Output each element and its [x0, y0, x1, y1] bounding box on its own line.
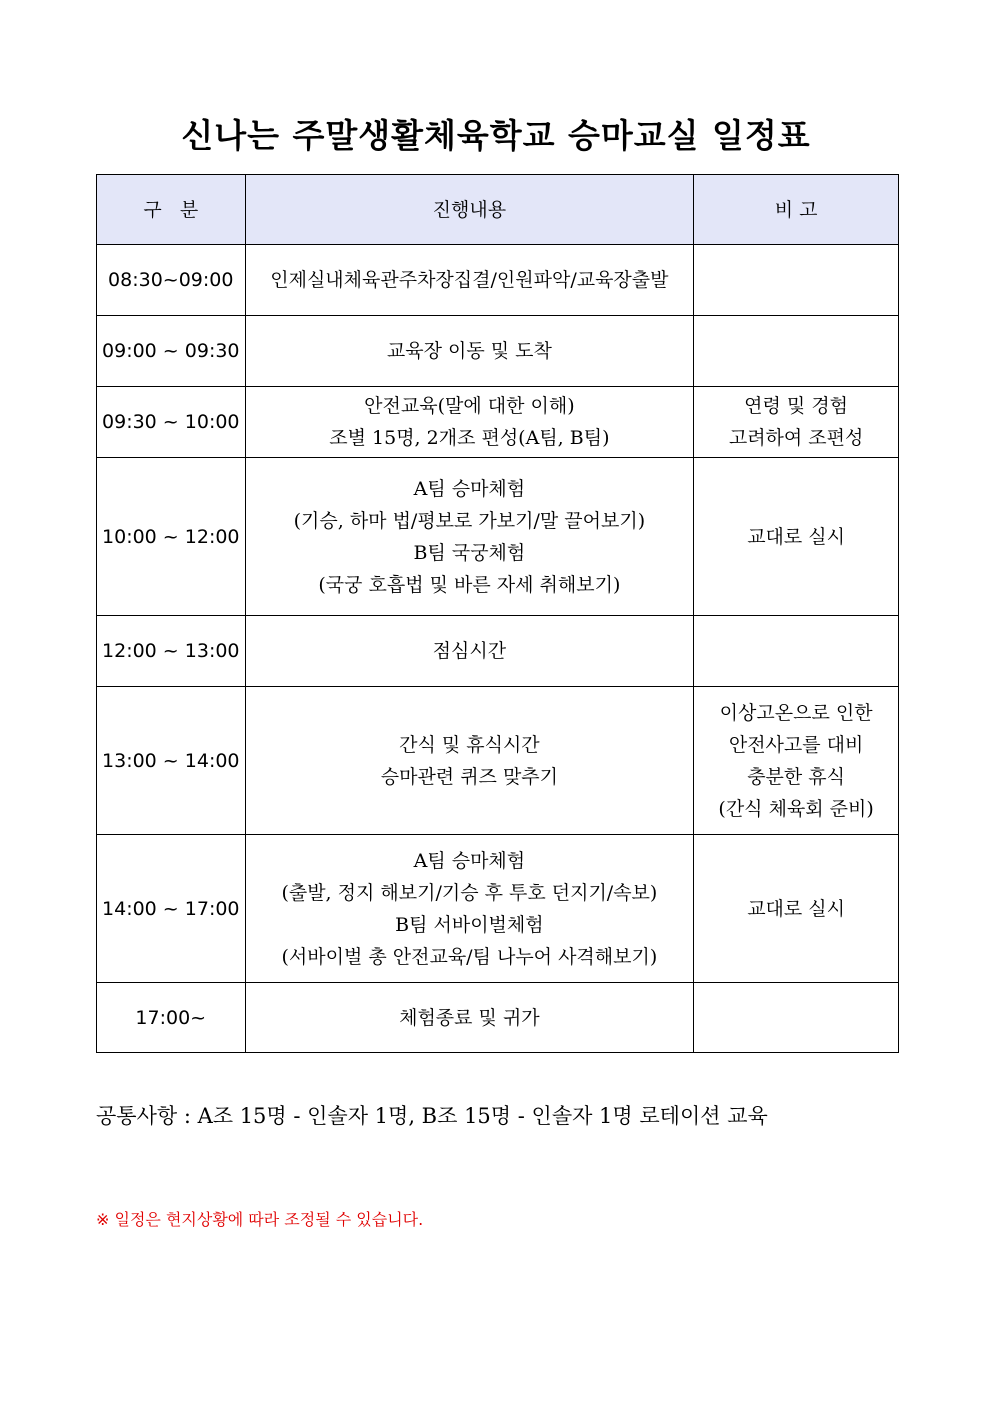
table-row — [97, 458, 899, 616]
schedule-footnote: ※ 일정은 현지상황에 따라 조정될 수 있습니다. — [96, 1210, 424, 1229]
remarks-cell — [694, 616, 899, 687]
content-line: 체험종료 및 귀가 — [399, 1006, 540, 1029]
time-cell: 13:00 ~ 14:00 — [97, 687, 246, 835]
content-line: 안전교육(말에 대한 이해) — [364, 395, 575, 417]
time-cell: 09:30 ~ 10:00 — [97, 387, 246, 458]
content-line: 승마관련 퀴즈 맞추기 — [380, 765, 559, 788]
remarks-line: 이상고온으로 인한 — [719, 701, 873, 724]
content-cell — [245, 316, 694, 387]
content-cell — [245, 835, 694, 983]
content-line: (서바이벌 총 안전교육/팀 나누어 사격해보기) — [281, 945, 658, 968]
table-row — [97, 687, 899, 835]
remarks-line: 교대로 실시 — [747, 897, 846, 920]
common-notice: 공통사항 : A조 15명 - 인솔자 1명, B조 15명 - 인솔자 1명 로테이션 교육 — [96, 1104, 768, 1128]
time-cell: 14:00 ~ 17:00 — [97, 835, 246, 983]
header-category: 구 분 — [97, 175, 246, 245]
content-line: (국궁 호흡법 및 바른 자세 취해보기) — [318, 573, 621, 596]
content-cell — [245, 245, 694, 316]
remarks-line: 충분한 휴식 — [747, 765, 846, 788]
content-line: 교육장 이동 및 도착 — [386, 340, 552, 362]
table-row — [97, 616, 899, 687]
content-line: A팀 승마체험 — [413, 849, 526, 872]
time-cell: 17:00~ — [97, 983, 246, 1053]
content-cell — [245, 616, 694, 687]
time-cell: 10:00 ~ 12:00 — [97, 458, 246, 616]
content-line: A팀 승마체험 — [413, 477, 526, 500]
content-line: B팀 국궁체험 — [413, 541, 526, 564]
content-line: 간식 및 휴식시간 — [399, 733, 540, 756]
remarks-cell — [694, 245, 899, 316]
content-line: (출발, 정지 해보기/기승 후 투호 던지기/속보) — [281, 881, 658, 904]
remarks-line: 교대로 실시 — [747, 525, 846, 548]
table-row — [97, 835, 899, 983]
content-cell — [245, 687, 694, 835]
remarks-line: 연령 및 경험 — [744, 395, 849, 417]
header-remarks: 비 고 — [694, 175, 899, 245]
remarks-line: 안전사고를 대비 — [728, 733, 864, 756]
remarks-cell — [694, 687, 899, 835]
time-cell: 08:30~09:00 — [97, 245, 246, 316]
content-cell — [245, 387, 694, 458]
schedule-table — [96, 174, 899, 1053]
table-row — [97, 983, 899, 1053]
page-title: 신나는 주말생활체육학교 승마교실 일정표 — [181, 116, 811, 155]
remarks-cell — [694, 316, 899, 387]
content-cell — [245, 458, 694, 616]
content-line: 조별 15명, 2개조 편성(A팀, B팀) — [329, 427, 610, 449]
remarks-cell — [694, 835, 899, 983]
content-cell — [245, 983, 694, 1053]
time-cell: 09:00 ~ 09:30 — [97, 316, 246, 387]
content-line: (기승, 하마 법/평보로 가보기/말 끌어보기) — [293, 509, 646, 532]
table-row — [97, 245, 899, 316]
content-line: B팀 서바이벌체험 — [395, 913, 544, 936]
remarks-cell — [694, 983, 899, 1053]
header-content: 진행내용 — [245, 175, 694, 245]
remarks-cell — [694, 387, 899, 458]
table-row — [97, 316, 899, 387]
table-row — [97, 387, 899, 458]
remarks-cell — [694, 458, 899, 616]
content-line: 점심시간 — [432, 640, 507, 662]
time-cell: 12:00 ~ 13:00 — [97, 616, 246, 687]
table-header-row — [97, 175, 899, 245]
remarks-line: 고려하여 조편성 — [728, 427, 864, 449]
remarks-line: (간식 체육회 준비) — [718, 797, 874, 820]
content-line: 인제실내체육관주차장집결/인원파악/교육장출발 — [270, 269, 669, 291]
